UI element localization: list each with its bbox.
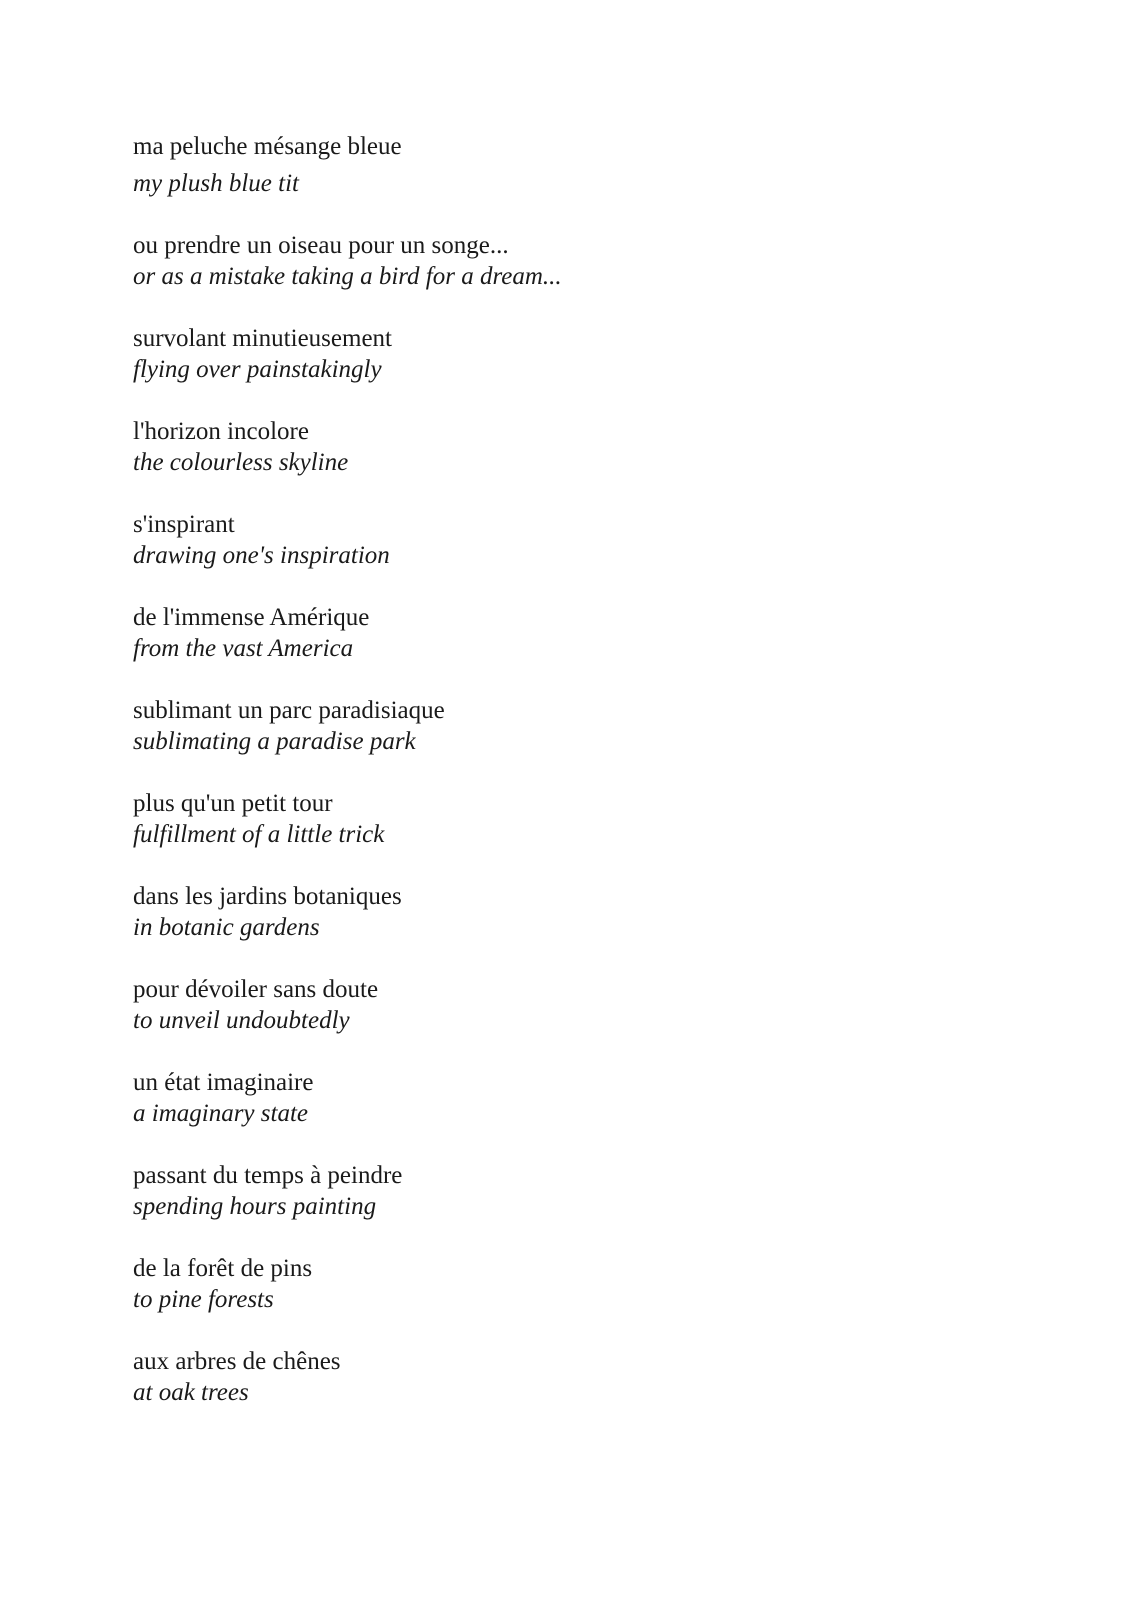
french-line: l'horizon incolore [133,418,309,445]
english-line: flying over painstakingly [133,356,382,383]
english-line: fulfillment of a little trick [133,821,385,848]
french-line: ma peluche mésange bleue [133,133,402,160]
stanza [133,1346,1033,1408]
stanza [133,416,1033,478]
english-line: drawing one's inspiration [133,542,390,569]
french-line: plus qu'un petit tour [133,790,333,817]
english-line: spending hours painting [133,1193,377,1220]
french-line: dans les jardins botaniques [133,883,402,910]
stanza [133,131,1033,199]
english-line: sublimating a paradise park [133,728,416,755]
french-line: s'inspirant [133,511,235,538]
english-line: at oak trees [133,1379,249,1406]
english-line: or as a mistake taking a bird for a dream... [133,263,562,290]
stanza [133,1253,1033,1315]
stanza [133,1067,1033,1129]
poem [133,131,1033,1408]
french-line: pour dévoiler sans doute [133,976,379,1003]
stanza [133,230,1033,292]
stanza [133,695,1033,757]
french-line: passant du temps à peindre [133,1162,403,1189]
stanza [133,881,1033,943]
stanza [133,602,1033,664]
french-line: aux arbres de chênes [133,1348,341,1375]
french-line: survolant minutieusement [133,325,392,352]
stanza [133,1160,1033,1222]
stanza [133,323,1033,385]
english-line: in botanic gardens [133,914,320,941]
stanza [133,509,1033,571]
french-line: de l'immense Amérique [133,604,370,631]
french-line: sublimant un parc paradisiaque [133,697,445,724]
english-line: the colourless skyline [133,449,349,476]
english-line: to unveil undoubtedly [133,1007,350,1034]
french-line: de la forêt de pins [133,1255,313,1282]
english-line: to pine forests [133,1286,274,1313]
stanza [133,974,1033,1036]
english-line: a imaginary state [133,1100,308,1127]
english-line: from the vast America [133,635,354,662]
french-line: un état imaginaire [133,1069,314,1096]
french-line: ou prendre un oiseau pour un songe... [133,232,509,259]
english-line: my plush blue tit [133,170,299,197]
stanza [133,788,1033,850]
